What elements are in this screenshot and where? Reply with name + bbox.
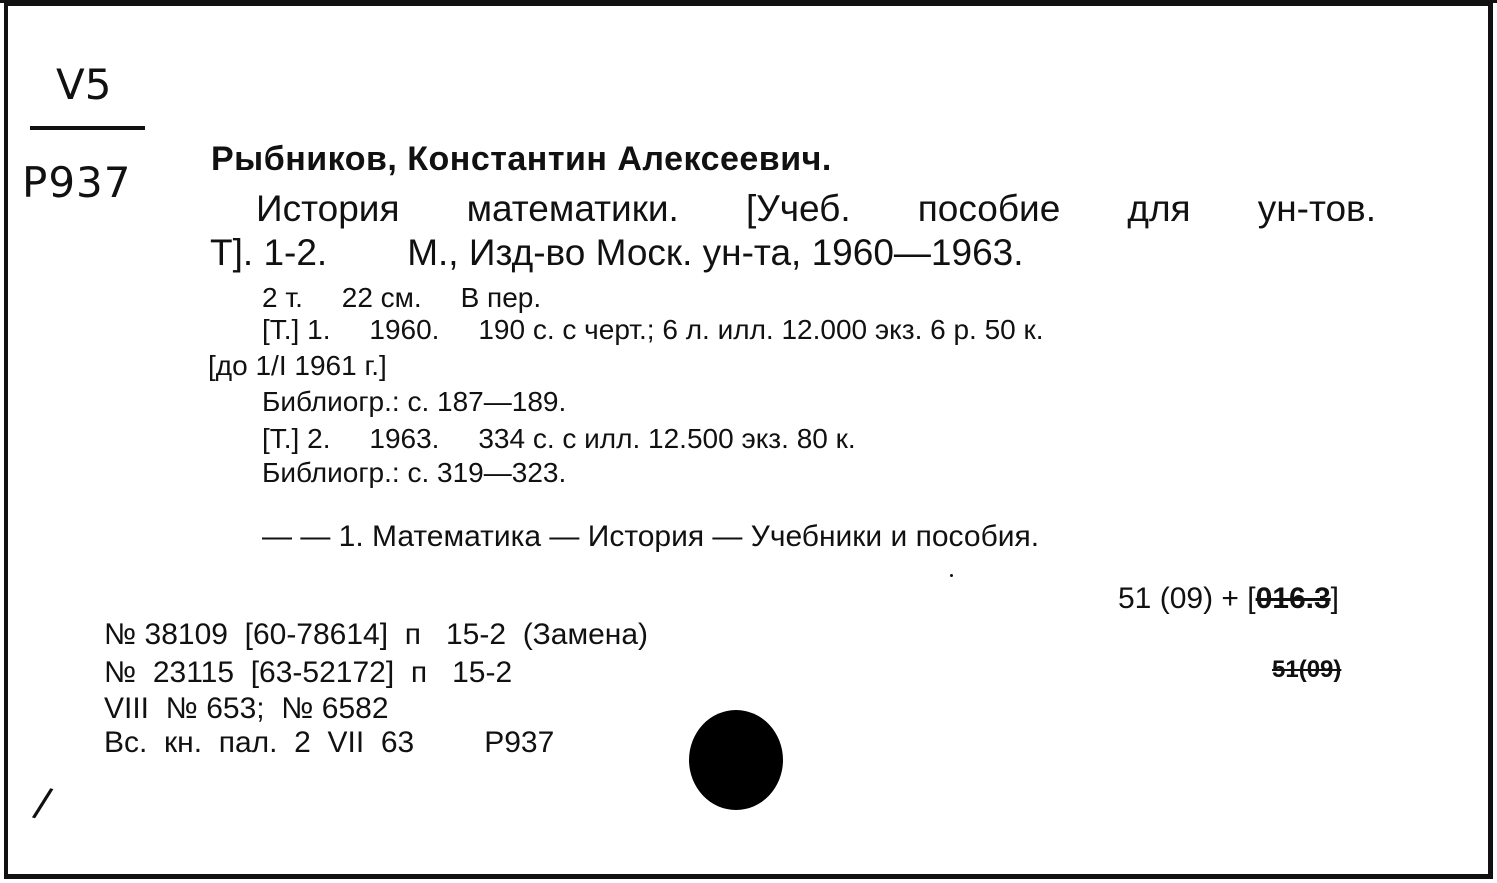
pencil-mark: / [30, 779, 56, 827]
volume-1-bibliography: Библиогр.: с. 187—189. [262, 386, 567, 417]
title-word: [Учеб. [745, 188, 851, 229]
title-word: математики. [466, 188, 679, 229]
imprint: М., Изд-во Моск. ун-та, 1960—1963. [407, 232, 1024, 273]
subject-heading: — — 1. Математика — История — Учебники и пособия. [262, 520, 1040, 553]
volume-1-text: [Т.] 1. 1960. 190 с. с черт.; 6 л. илл. 12.000 экз. 6 р. 50 к. [262, 314, 1044, 345]
registry-line-4 [104, 726, 554, 760]
title-line-2 [210, 232, 1024, 274]
registry-line-2: № 23115 [63-52172] п 15-2 [104, 656, 513, 689]
title-word: ун-тов. [1257, 188, 1376, 229]
title-word: пособие [917, 188, 1061, 229]
chamber-record: Вс. кн. пал. 2 VII 63 [104, 726, 415, 759]
speck [950, 574, 953, 577]
classification-index [1118, 582, 1339, 616]
registry-line-3: VIII № 653; № 6582 [104, 692, 389, 725]
shelf-mark-divider [30, 126, 145, 130]
registry-line-1: № 38109 [60-78614] п 15-2 (Замена) [104, 618, 649, 651]
volume-2-bibliography: Библиогр.: с. 319—323. [262, 457, 567, 488]
volume-1-details [262, 314, 1370, 346]
classification-struck: 016.3 [1255, 582, 1331, 615]
classification-struck-old: 51(09) [1272, 656, 1342, 683]
title-line-1 [256, 188, 1376, 230]
classification-bracket: ] [1330, 582, 1339, 615]
classification-main: 51 (09) + [ [1118, 582, 1256, 615]
shelf-mark-bottom: P937 [22, 158, 132, 207]
author-heading: Рыбников, Константин Алексеевич. [211, 140, 832, 178]
volume-range: Т]. 1-2. [210, 232, 328, 273]
title-word: История [256, 188, 400, 229]
author-code: P937 [484, 726, 555, 759]
volume-1-date-note: [до 1/I 1961 г.] [208, 350, 387, 381]
volume-2-details: [Т.] 2. 1963. 334 с. с илл. 12.500 экз. 80 к. [262, 423, 856, 454]
title-word: для [1127, 188, 1191, 229]
punch-hole [689, 710, 783, 810]
shelf-mark-top: V5 [56, 60, 112, 109]
physical-description: 2 т. 22 см. В пер. [262, 282, 542, 313]
